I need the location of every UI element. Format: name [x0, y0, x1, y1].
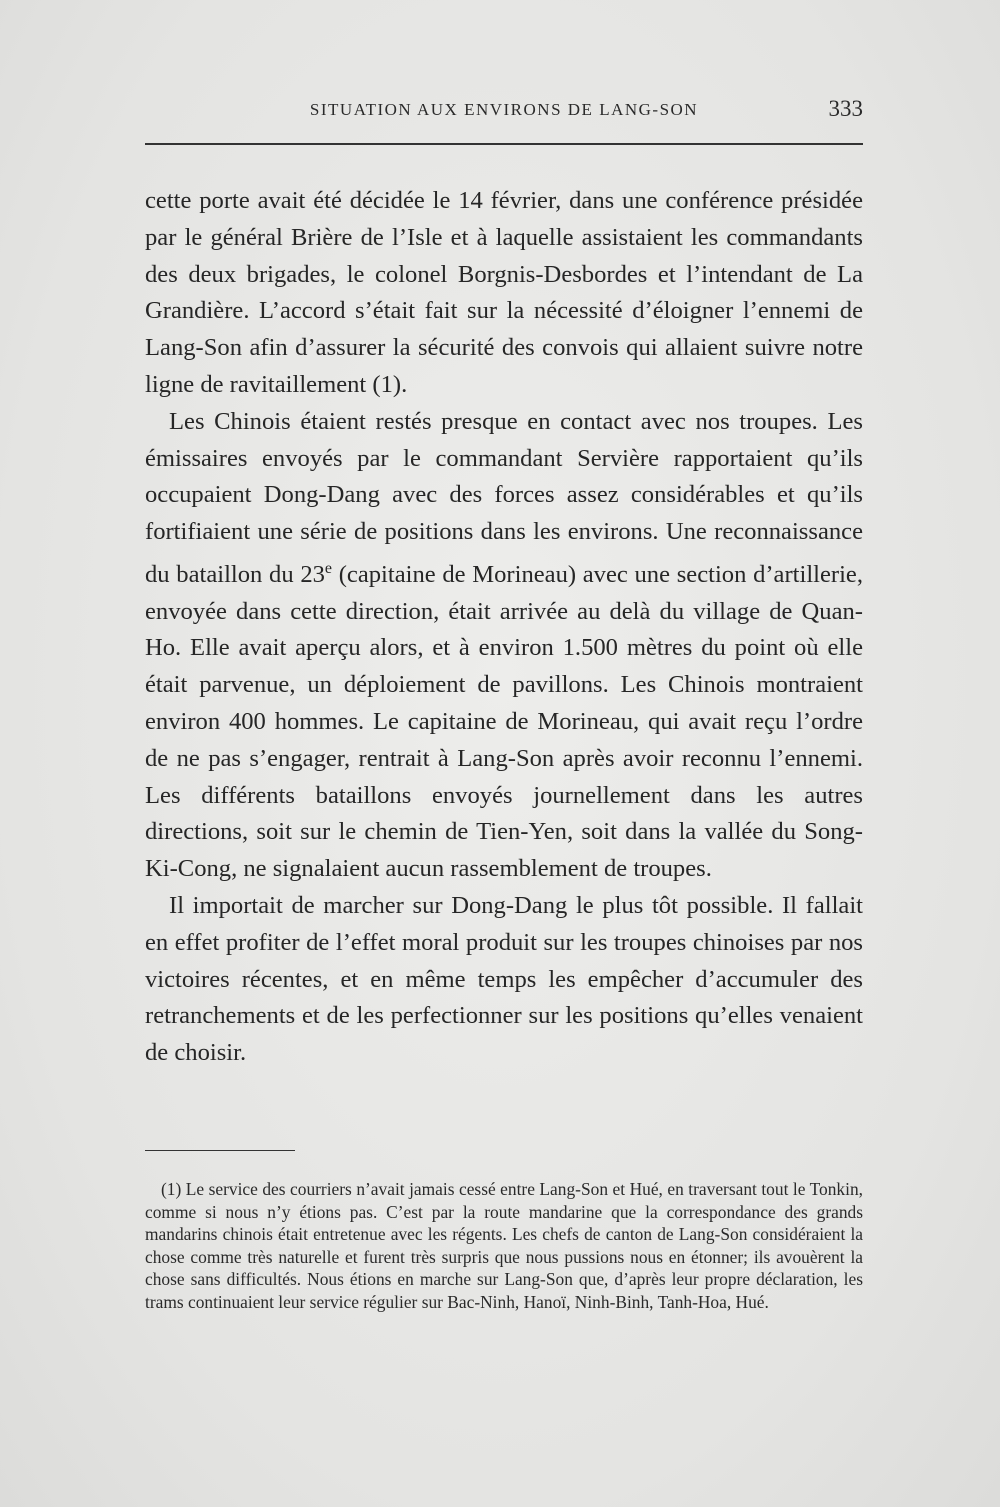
- paragraph-3: Il importait de marcher sur Dong-Dang le plus tôt possible. Il fallait en effet profiter de l’effet moral produit sur les troupes chinoises par nos victoires récentes, et en même temps les empêcher d’accumuler des retranchements et de les perfectionner sur les positions qu’elles venaient de choisir.: [145, 891, 863, 1067]
- paragraph-2-text-b: (capitaine de Morineau) avec une section d’artillerie, envoyée dans cette direction, était arrivée au delà du village de Quan-Ho. Elle avait aperçu alors, et à environ 1.500 mètres du point où elle était parvenue, un déploiement de pavillons. Les Chinois montraient environ 400 hommes. Le capitaine de Morineau, qui avait reçu l’ordre de ne pas s’engager, rentrait à Lang-Son après avoir reconnu l’ennemi. Les différents bataillons envoyés journellement dans les autres directions, soit sur le chemin de Tien-Yen, soit dans la vallée du Song-Ki-Cong, ne signalaient aucun rassemblement de troupes.: [145, 560, 863, 883]
- page-number: 333: [828, 96, 863, 121]
- body-text: [145, 183, 863, 1072]
- superscript-e: e: [324, 559, 333, 577]
- running-title: SITUATION AUX ENVIRONS DE LANG-SON: [309, 100, 699, 119]
- page-header: [145, 96, 863, 130]
- footnote: (1) Le service des courriers n’avait jamais cessé entre Lang-Son et Hué, en traversant tout le Tonkin, comme si nous n’y étions pas. C’est par la route mandarine que la correspondance des grands mandarins chinois était entretenue avec les régents. Les chefs de canton de Lang-Son considéraient la chose comme très naturelle et furent très surpris que nous pussions nous en étonner; ils avouèrent la chose sans difficultés. Nous étions en marche sur Lang-Son que, d’après leur propre déclaration, les trams continuaient leur service régulier sur Bac-Ninh, Hanoï, Ninh-Binh, Tanh-Hoa, Hué.: [145, 1179, 863, 1312]
- paragraph-2: [145, 404, 863, 888]
- header-rule: [145, 143, 863, 145]
- paragraph-1: cette porte avait été décidée le 14 février, dans une conférence présidée par le général Brière de l’Isle et à laquelle assistaient les commandants des deux brigades, le colonel Borgnis-Desbordes et l’intendant de La Grandière. L’accord s’était fait sur la nécessité d’éloigner l’ennemi de Lang-Son afin d’assurer la sécurité des convois qui allaient suivre notre ligne de ravitaillement (1).: [145, 187, 863, 398]
- footnote-rule: [145, 1150, 295, 1151]
- paragraph-2-text-a: Les Chinois étaient restés presque en contact avec nos troupes. Les émissaires envoyés par le commandant Servière rapportaient qu’ils occupaient Dong-Dang avec des forces assez considérables et qu’ils fortifiaient une série de positions dans les environs. Une reconnaissance du bataillon du 23: [145, 407, 863, 588]
